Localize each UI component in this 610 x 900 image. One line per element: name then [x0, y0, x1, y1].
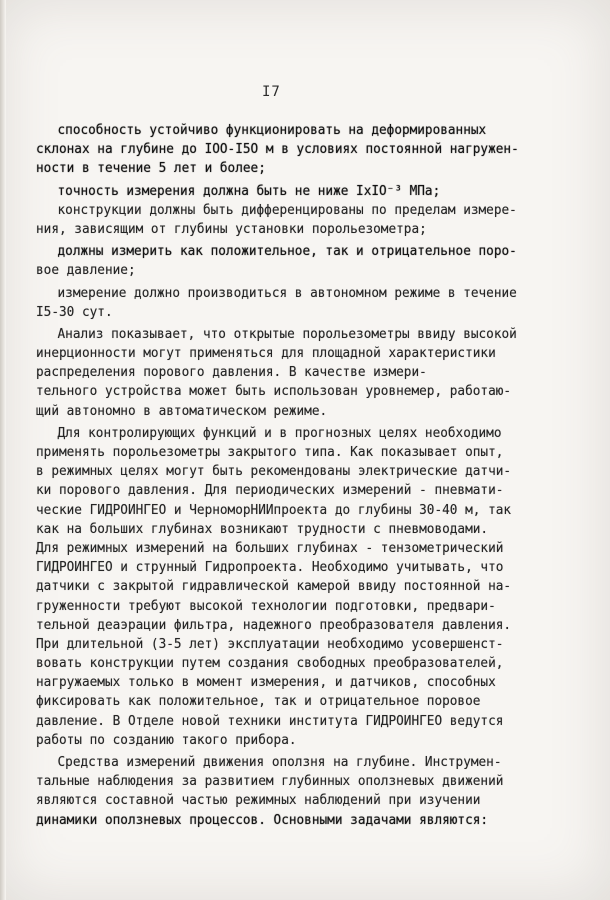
text-line: измерение должно производиться в автономном режиме в течение: [57, 285, 517, 301]
text-line: должны измерить как положительное, так и отрицательное поро-: [57, 244, 517, 260]
page-number: I7: [262, 84, 281, 100]
text-line: I5-30 сут.: [36, 304, 113, 320]
text-line: тельной деаэрации фильтра, надежного преобразователя давления.: [36, 617, 512, 633]
text-line: применять порольезометры закрытого типа. Как показывает опыт,: [36, 445, 504, 460]
page-edge-shadow: [0, 0, 6, 900]
text-line: Для режимных измерений на больших глубинах - тензометрический: [36, 540, 504, 556]
body-text: [36, 121, 596, 830]
text-line: вовать конструкции путем создания свободных преобразователей,: [36, 656, 504, 672]
text-line: динамики оползневых процессов. Основными задачами являются:: [36, 812, 489, 828]
text-line: Для контролирующих функций и в прогнозных целях необходимо: [57, 425, 502, 441]
text-line: вое давление;: [36, 263, 136, 279]
text-line: способность устойчиво функционировать на деформированных: [57, 123, 487, 138]
text-line: тальные наблюдения за развитием глубинных оползневых движений: [36, 774, 504, 790]
text-line: как на больших глубинах возникают трудности с пневмоводами.: [36, 521, 489, 537]
text-line: инерционности могут применяться для площадной характеристики: [36, 346, 496, 362]
text-line: ки порового давления. Для периодических измерений - пневмати-: [36, 483, 504, 499]
text-line: ческие ГИДРОИНГЕО и ЧерноморНИИпроекта до глубины 30-40 м, так: [36, 502, 512, 518]
text-line: давление. В Отделе новой техники института ГИДРОИНГЕО ведутся: [36, 713, 504, 729]
text-line: ния, зависящим от глубины установки порольезометра;: [36, 221, 427, 237]
text-line: ГИДРОИНГЕО и струнный Гидропроекта. Необходимо учитывать, что: [36, 560, 504, 576]
text-line: датчики с закрытой гидравлической камерой ввиду постоянной на-: [36, 579, 512, 595]
text-line: Средства измерений движения оползня на глубине. Инструмен-: [57, 755, 502, 770]
text-line: нагружаемых только в момент измерения, и датчиков, способных: [36, 675, 496, 691]
text-line: ности в течение 5 лет и более;: [36, 161, 266, 177]
text-line: фиксировать как положительное, так и отрицательное поровое: [36, 694, 481, 710]
text-line: склонах на глубине до IOO-I5O м в условиях постоянной нагружен-: [36, 142, 519, 158]
text-line: груженности требуют высокой технологии подготовки, предвари-: [36, 598, 496, 614]
text-line: точность измерения должна быть не ниже IxIO⁻³ МПа;: [57, 183, 441, 199]
text-line: При длительной (3-5 лет) эксплуатации необходимо усовершенст-: [36, 636, 504, 652]
text-line: тельного устройства может быть использован уровнемер, работаю-: [36, 384, 512, 400]
text-line: распределения порового давления. В качестве измери-: [36, 365, 427, 381]
text-line: конструкции должны быть дифференцированы по пределам измере-: [57, 202, 517, 218]
text-line: Анализ показывает, что открытые порольезометры ввиду высокой: [57, 326, 517, 342]
text-line: являются составной частью режимных наблюдений при изучении: [36, 793, 481, 809]
text-line: в режимных целях могут быть рекомендованы электрические датчи-: [36, 464, 512, 480]
text-line: работы по созданию такого прибора.: [36, 732, 297, 748]
text-line: щий автономно в автоматическом режиме.: [36, 403, 328, 419]
